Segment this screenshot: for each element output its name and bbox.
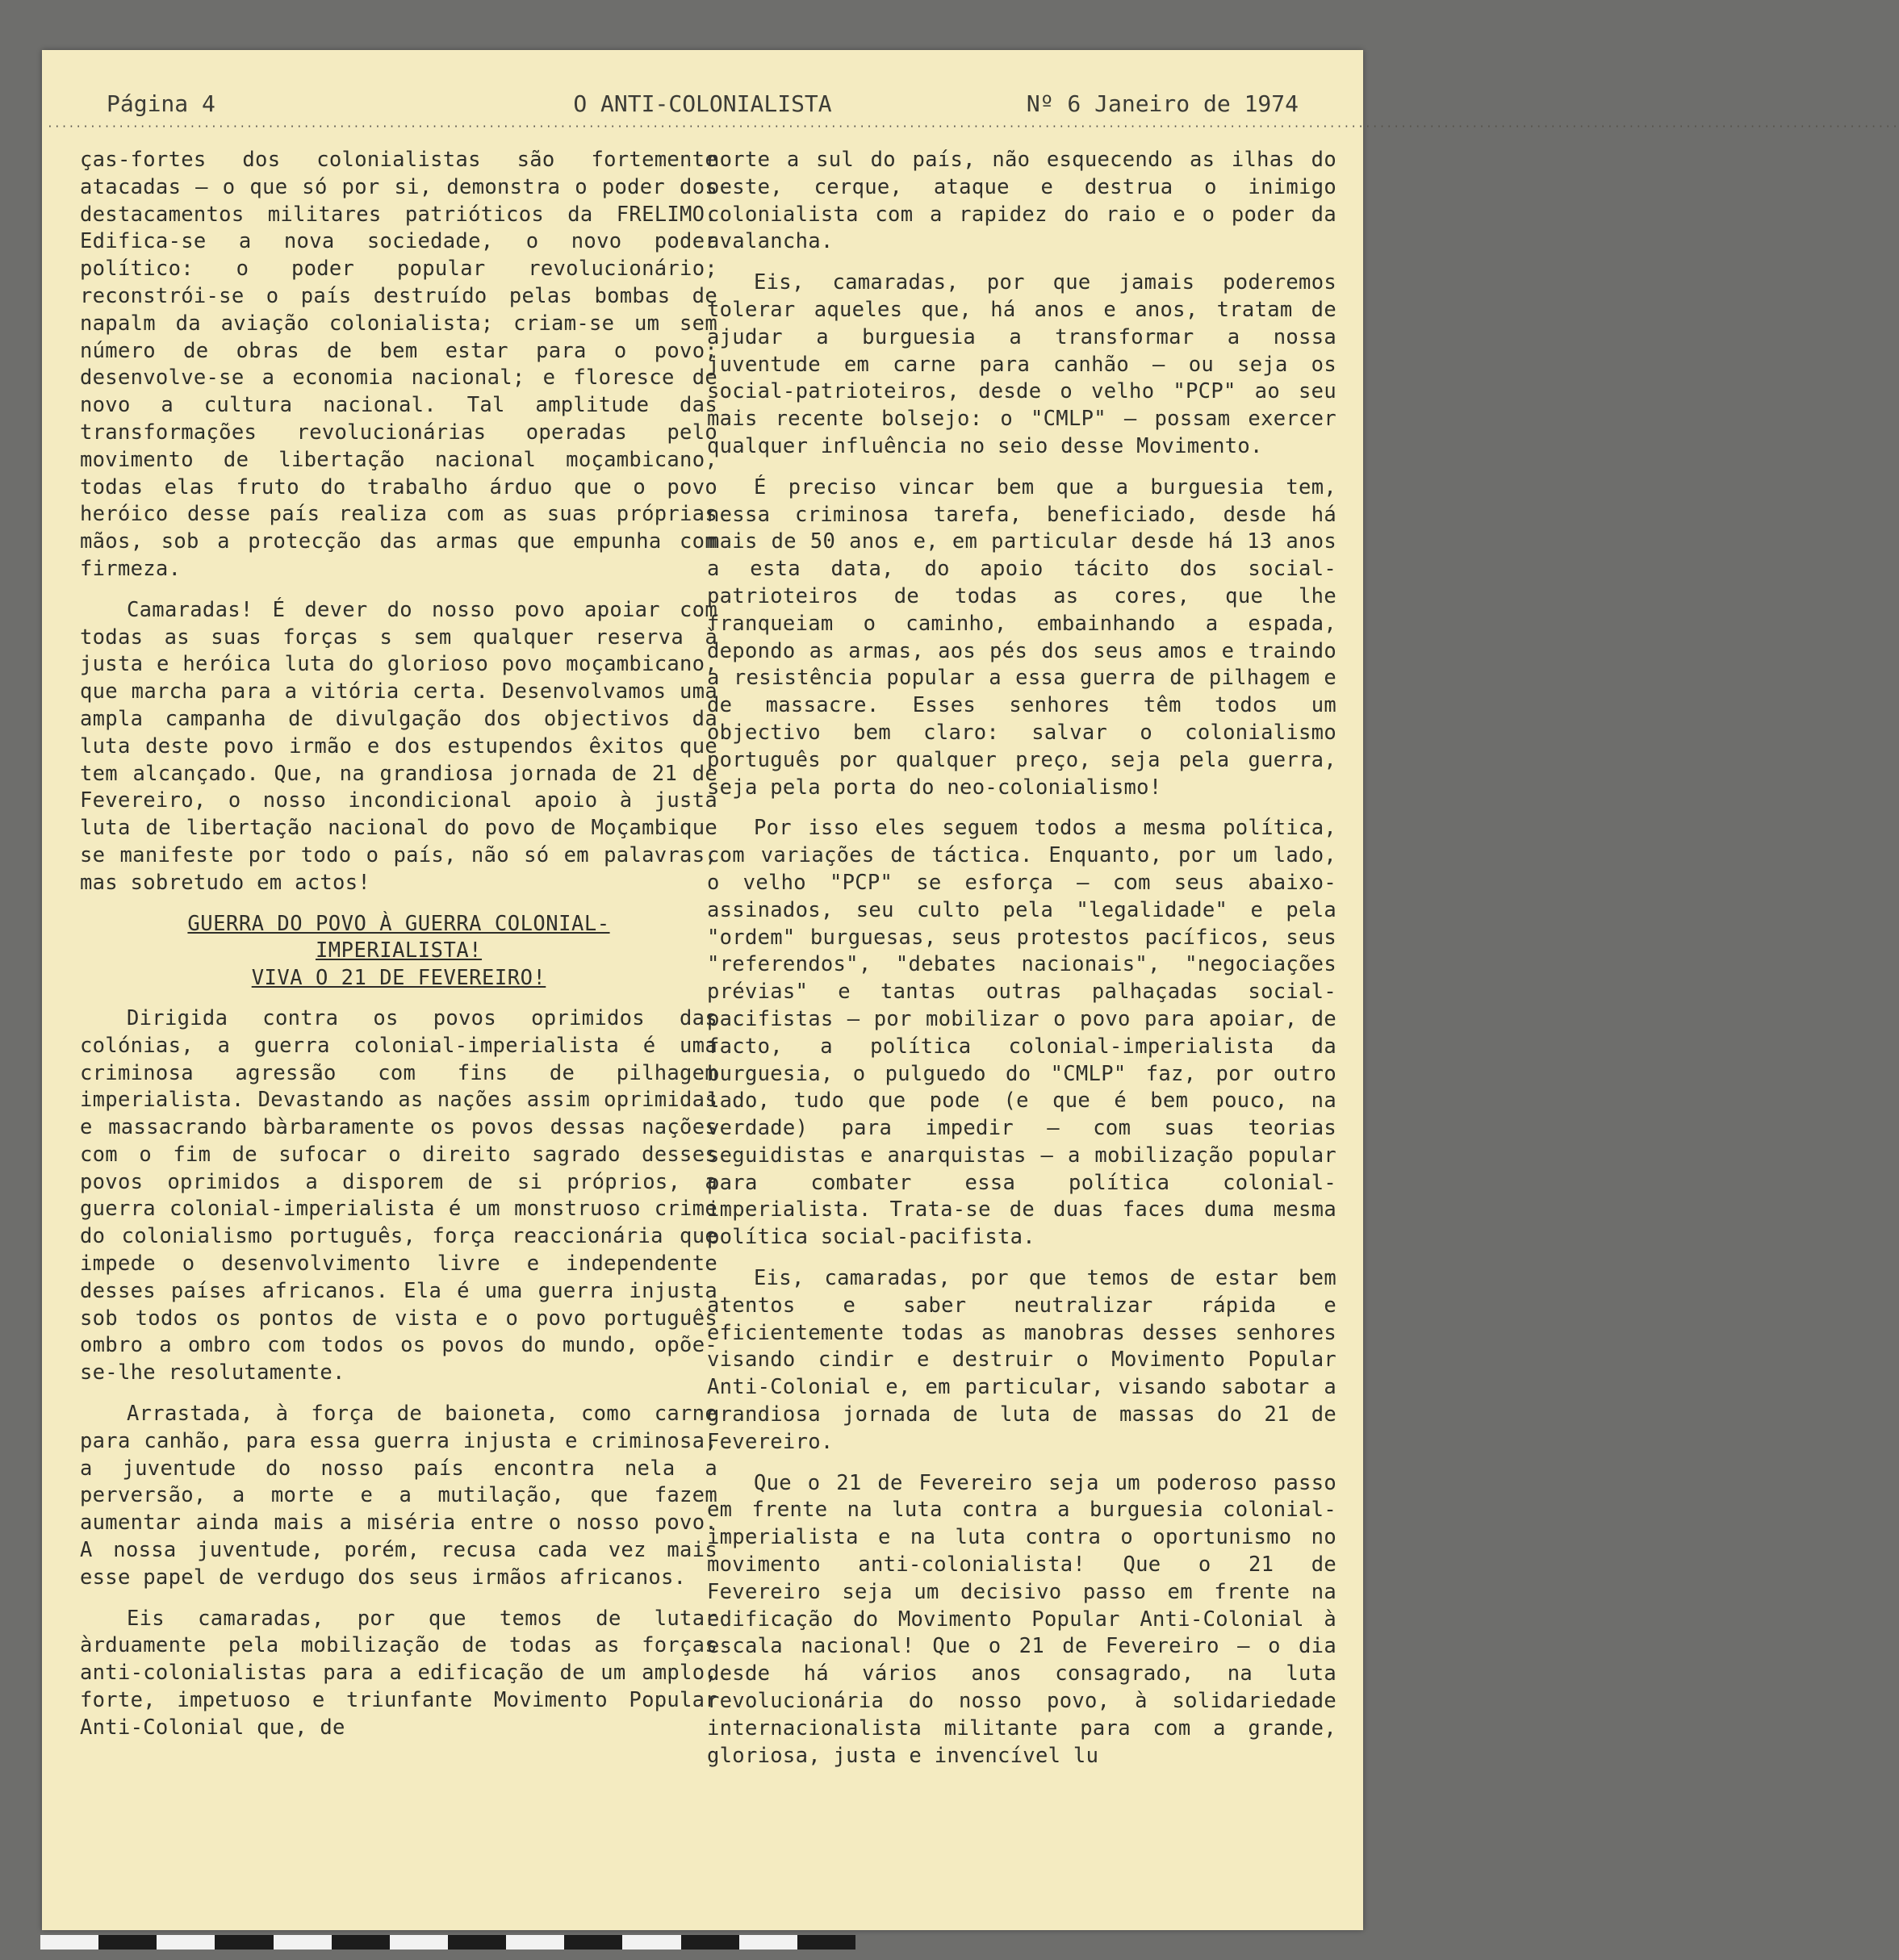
scale-bar <box>40 1935 855 1950</box>
section-heading <box>80 911 717 993</box>
right-column <box>707 147 1336 1783</box>
heading-line: GUERRA DO POVO À GUERRA COLONIAL- <box>187 911 610 936</box>
paragraph: É preciso vincar bem que a burguesia tem, nessa criminosa tarefa, beneficiado, desde há mais de 50 anos e, em particular desde há 13 anos a esta data, do apoio tácito dos social-patrioteiros de todas as cores, que lhe franqueiam o caminho, embainhando a espada, depondo as armas, aos pés dos seus amos e traindo a resistência popular a essa guerra de pilhagem e de massacre. Esses senhores têm todos um objectivo bem claro: salvar o colonialismo português por qualquer preço, seja pela guerra, seja pela porta do neo-colonialismo! <box>707 474 1336 800</box>
dotted-rule: ···································································································································································································································································· <box>47 121 1899 133</box>
issue-date: Nº 6 Janeiro de 1974 <box>1026 90 1299 117</box>
paragraph: Arrastada, à força de baioneta, como carne para canhão, para essa guerra injusta e criminosa, a juventude do nosso país encontra nela a perversão, a morte e a mutilação, que fazem aumentar ainda mais a miséria entre o nosso povo. A nossa juventude, porém, recusa cada vez mais esse papel de verdugo dos seus irmãos africanos. <box>80 1402 717 1590</box>
paragraph: Eis, camaradas, por que temos de estar bem atentos e saber neutralizar rápida e eficientemente todas as manobras desses senhores visando cindir e destruir o Movimento Popular Anti-Colonial e, em particular, visando sabotar a grandiosa jornada de luta de massas do 21 de Fevereiro. <box>707 1266 1336 1454</box>
paragraph: Eis, camaradas, por que jamais poderemos tolerar aqueles que, há anos e anos, tratam de ajudar a burguesia a transformar a nossa juventude em carne para canhão — ou seja os social-patrioteiros, desde o velho "PCP" ao seu mais recente bolsejo: o "CMLP" — possam exercer qualquer influência no seio desse Movimento. <box>707 270 1336 458</box>
heading-line: VIVA O 21 DE FEVEREIRO! <box>251 966 546 991</box>
scale-bar-segment <box>564 1935 622 1950</box>
scale-bar-segment <box>448 1935 506 1950</box>
scale-bar-segment <box>332 1935 390 1950</box>
newspaper-title: O ANTI-COLONIALISTA <box>573 90 832 117</box>
scale-bar-segment <box>506 1935 564 1950</box>
paragraph: Que o 21 de Fevereiro seja um poderoso passo em frente na luta contra a burguesia colonial-imperialista e na luta contra o oportunismo no movimento anti-colonialista! Que o 21 de Fevereiro seja um decisivo passo em frente na edificação do Movimento Popular Anti-Colonial à escala nacional! Que o 21 de Fevereiro — o dia desde há vários anos consagrado, na luta revolucionária do nosso povo, à solidariedade internacionalista militante para com a grande, gloriosa, justa e invencível lu <box>707 1470 1336 1768</box>
scale-bar-segment <box>215 1935 273 1950</box>
scale-bar-segment <box>739 1935 797 1950</box>
scale-bar-segment <box>390 1935 448 1950</box>
paragraph: norte a sul do país, não esquecendo as ilhas do oeste, cerque, ataque e destrua o inimigo colonialista com a rapidez do raio e o poder da avalancha. <box>707 148 1336 254</box>
paragraph: Dirigida contra os povos oprimidos das colónias, a guerra colonial-imperialista é uma criminosa agressão com fins de pilhagem imperialista. Devastando as nações assim oprimidas e massacrando bàrbaramente os povos dessas nações com o fim de sufocar o direito sagrado desses povos oprimidos a disporem de si próprios, a guerra colonial-imperialista é um monstruoso crime do colonialismo português, força reaccionária que impede o desenvolvimento livre e independente desses países africanos. Ela é uma guerra injusta sob todos os pontos de vista e o povo português ombro a ombro com todos os povos do mundo, opõe-se-lhe resolutamente. <box>80 1005 717 1385</box>
scale-bar-segment <box>681 1935 739 1950</box>
paragraph: ças-fortes dos colonialistas são fortemente atacadas — o que só por si, demonstra o poder dos destacamentos militares patrióticos da FRELIMO. Edifica-se a nova sociedade, o novo poder político: o poder popular revolucionário; reconstrói-se o país destruído pelas bombas de napalm da aviação colonialista; criam-se um sem número de obras de bem estar para o povo; desenvolve-se a economia nacional; e floresce de novo a cultura nacional. Tal amplitude das transformações revolucionárias operadas pelo movimento de libertação nacional moçambicano, todas elas fruto do trabalho árduo que o povo heróico desse país realiza com as suas próprias mãos, sob a protecção das armas que empunha com firmeza. <box>80 148 717 581</box>
page-number: Página 4 <box>107 90 215 117</box>
scale-bar-segment <box>98 1935 157 1950</box>
scale-bar-segment <box>157 1935 215 1950</box>
heading-line: IMPERIALISTA! <box>315 938 483 963</box>
scale-bar-segment <box>622 1935 680 1950</box>
scale-bar-segment <box>797 1935 855 1950</box>
newspaper-page <box>42 50 1899 1930</box>
paragraph: Por isso eles seguem todos a mesma política, com variações de táctica. Enquanto, por um lado, o velho "PCP" se esforça — com seus abaixo-assinados, seu culto pela "legalidade" e pela "ordem" burguesas, seus protestos pacíficos, seus "referendos", "debates nacionais", "negociações prévias" e tantas outras palhaçadas social-pacifistas — por mobilizar o povo para apoiar, de facto, a política colonial-imperialista da burguesia, o pulguedo do "CMLP" faz, por outro lado, tudo que pode (e que é bem pouco, na verdade) para impedir — com suas teorias seguidistas e anarquistas — a mobilização popular para combater essa política colonial-imperialista. Trata-se de duas faces duma mesma política social-pacifista. <box>707 816 1336 1250</box>
scale-bar-segment <box>40 1935 98 1950</box>
paragraph: Camaradas! É dever do nosso povo apoiar com todas as suas forças s sem qualquer reserva à justa e heróica luta do glorioso povo moçambicano, que marcha para a vitória certa. Desenvolvamos uma ampla campanha de divulgação dos objectivos da luta deste povo irmão e dos estupendos êxitos que tem alcançado. Que, na grandiosa jornada de 21 de Fevereiro, o nosso incondicional apoio à justa luta de libertação nacional do povo de Moçambique se manifeste por todo o país, não só em palavras, mas sobretudo em actos! <box>80 597 717 895</box>
left-column <box>80 147 717 1756</box>
scale-bar-segment <box>274 1935 332 1950</box>
paragraph: Eis camaradas, por que temos de lutar àrduamente pela mobilização de todas as forças anti-colonialistas para a edificação de um amplo, forte, impetuoso e triunfante Movimento Popular Anti-Colonial que, de <box>80 1606 717 1740</box>
